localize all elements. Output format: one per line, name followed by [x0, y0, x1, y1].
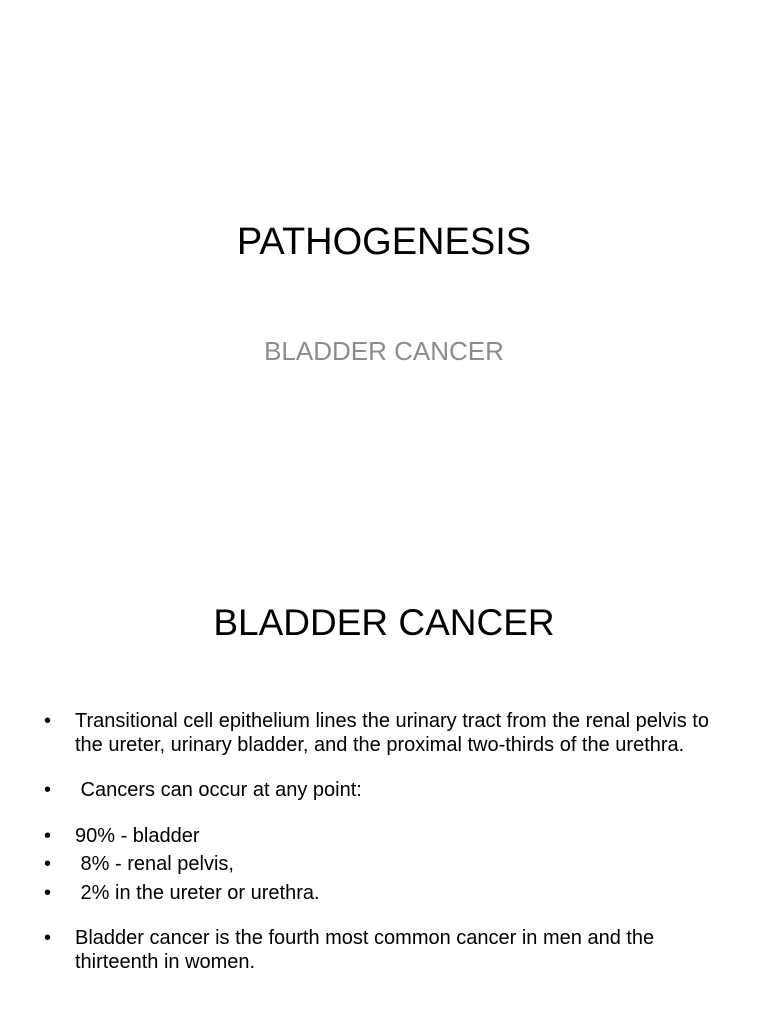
bullet-item — [44, 710, 724, 757]
slide-content — [0, 576, 768, 1024]
bullet-icon: • — [44, 710, 52, 732]
bullet-text: Transitional cell epithelium lines the urinary tract from the renal pelvis to the ureter, urinary bladder, and the proximal two-thirds of the urethra. — [75, 710, 709, 756]
bullet-item — [44, 825, 724, 849]
bullet-text: Bladder cancer is the fourth most common cancer in men and the thirteenth in women. — [75, 927, 655, 973]
slide-subtitle: BLADDER CANCER — [264, 336, 504, 366]
bullet-text: 8% - renal pelvis, — [75, 853, 234, 875]
bullet-text: 2% in the ureter or urethra. — [75, 881, 320, 904]
bullet-list — [44, 710, 724, 974]
bullet-text: 90% - bladder — [75, 824, 200, 847]
bullet-icon: • — [44, 824, 52, 847]
bullet-item — [44, 882, 724, 906]
content-slide-heading: BLADDER CANCER — [213, 602, 555, 643]
bullet-icon: • — [44, 779, 52, 801]
bullet-item — [44, 853, 724, 877]
bullet-icon: • — [44, 853, 52, 875]
bullet-text: Cancers can occur at any point: — [75, 779, 362, 801]
bullet-item — [44, 779, 724, 803]
bullet-icon: • — [44, 881, 52, 904]
bullet-item — [44, 927, 724, 974]
bullet-icon: • — [44, 927, 52, 949]
slide-title-heading: PATHOGENESIS — [236, 221, 532, 263]
